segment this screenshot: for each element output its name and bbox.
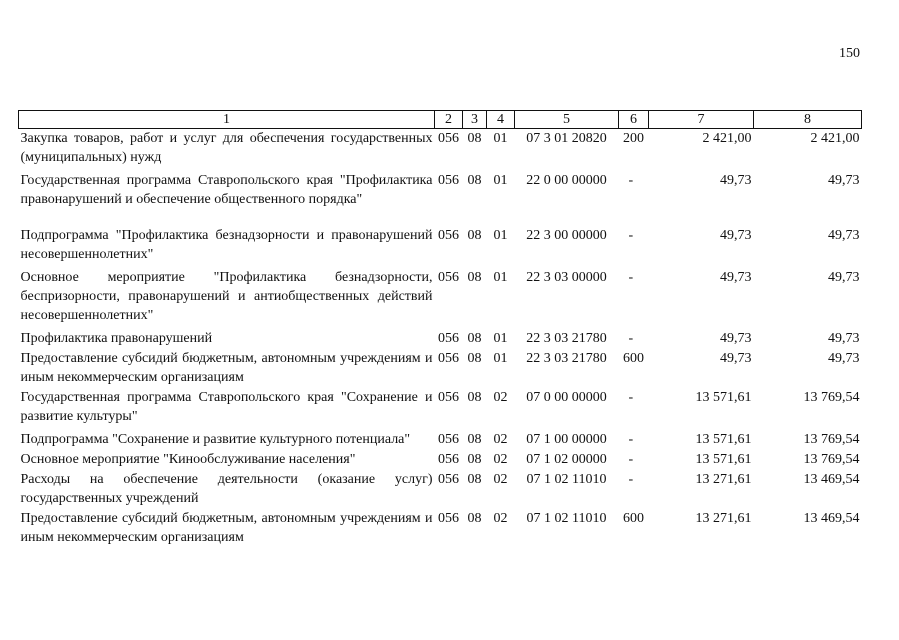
row-subsection-code: 02	[493, 390, 508, 405]
row-expense-type: -	[628, 270, 634, 285]
row-target-code: 22 3 03 21780	[526, 351, 607, 366]
row-amount-1: 13 271,61	[695, 511, 752, 526]
table-row	[19, 450, 862, 470]
row-amount-2: 13 469,54	[803, 511, 860, 526]
row-amount-1: 49,73	[720, 270, 752, 285]
row-name: Основное мероприятие "Профилактика безнадзорности, беспризорности, правонарушений и антиобщественных действий несовершеннолетних"	[20, 270, 433, 323]
row-ved-code: 056	[438, 270, 459, 285]
row-section-code: 08	[467, 131, 482, 146]
row-expense-type: 200	[623, 131, 644, 146]
row-amount-2: 49,73	[828, 351, 860, 366]
row-section-code: 08	[467, 228, 482, 243]
row-amount-1: 13 571,61	[695, 432, 752, 447]
row-name: Подпрограмма "Профилактика безнадзорности и правонарушений несовершеннолетних"	[20, 228, 433, 262]
header-cell-8: 8	[754, 111, 862, 129]
row-ved-code: 056	[438, 173, 459, 188]
header-cell-4: 4	[487, 111, 515, 129]
row-subsection-code: 02	[493, 452, 508, 467]
table-row	[19, 430, 862, 450]
row-name: Закупка товаров, работ и услуг для обеспечения государственных (муниципальных) нужд	[20, 131, 433, 165]
header-cell-2: 2	[435, 111, 463, 129]
row-section-code: 08	[467, 432, 482, 447]
row-name: Основное мероприятие "Кинообслуживание населения"	[20, 452, 356, 467]
page-number: 150	[839, 46, 860, 61]
row-expense-type: -	[628, 452, 634, 467]
row-subsection-code: 01	[493, 131, 508, 146]
row-amount-2: 2 421,00	[810, 131, 860, 146]
row-amount-2: 13 769,54	[803, 390, 860, 405]
table-header	[19, 111, 862, 129]
row-section-code: 08	[467, 452, 482, 467]
row-target-code: 07 0 00 00000	[526, 390, 607, 405]
row-target-code: 07 3 01 20820	[526, 131, 607, 146]
row-ved-code: 056	[438, 131, 459, 146]
row-amount-2: 49,73	[828, 331, 860, 346]
budget-table	[18, 110, 862, 548]
row-ved-code: 056	[438, 511, 459, 526]
row-expense-type: 600	[623, 351, 644, 366]
row-subsection-code: 01	[493, 331, 508, 346]
row-amount-1: 13 571,61	[695, 452, 752, 467]
header-cell-7: 7	[649, 111, 754, 129]
row-subsection-code: 01	[493, 270, 508, 285]
row-subsection-code: 02	[493, 432, 508, 447]
table-row	[19, 329, 862, 349]
table-row	[19, 129, 862, 172]
row-subsection-code: 01	[493, 228, 508, 243]
row-amount-2: 49,73	[828, 228, 860, 243]
row-target-code: 22 0 00 00000	[526, 173, 607, 188]
row-name: Предоставление субсидий бюджетным, автономным учреждениям и иным некоммерческим организациям	[20, 511, 433, 545]
row-name: Профилактика правонарушений	[20, 331, 213, 346]
row-section-code: 08	[467, 331, 482, 346]
row-target-code: 22 3 03 00000	[526, 270, 607, 285]
row-ved-code: 056	[438, 432, 459, 447]
table-body	[19, 129, 862, 549]
row-target-code: 22 3 03 21780	[526, 331, 607, 346]
header-row	[19, 111, 862, 129]
row-amount-1: 13 271,61	[695, 472, 752, 487]
row-expense-type: 600	[623, 511, 644, 526]
row-section-code: 08	[467, 173, 482, 188]
row-amount-1: 49,73	[720, 173, 752, 188]
header-cell-5: 5	[515, 111, 619, 129]
row-section-code: 08	[467, 511, 482, 526]
row-expense-type: -	[628, 331, 634, 346]
row-subsection-code: 01	[493, 351, 508, 366]
row-name: Государственная программа Ставропольского края "Профилактика правонарушений и обеспечение общественного порядка"	[20, 173, 433, 207]
row-expense-type: -	[628, 472, 634, 487]
row-expense-type: -	[628, 432, 634, 447]
table-row	[19, 470, 862, 509]
row-amount-1: 49,73	[720, 331, 752, 346]
row-subsection-code: 02	[493, 472, 508, 487]
row-amount-2: 13 769,54	[803, 432, 860, 447]
row-target-code: 07 1 00 00000	[526, 432, 607, 447]
row-amount-1: 49,73	[720, 228, 752, 243]
row-expense-type: -	[628, 390, 634, 405]
table-row	[19, 268, 862, 329]
row-ved-code: 056	[438, 472, 459, 487]
header-cell-3: 3	[463, 111, 487, 129]
row-expense-type: -	[628, 173, 634, 188]
row-amount-2: 13 769,54	[803, 452, 860, 467]
table-row	[19, 349, 862, 388]
table-row	[19, 388, 862, 430]
row-ved-code: 056	[438, 390, 459, 405]
row-target-code: 07 1 02 00000	[526, 452, 607, 467]
row-amount-1: 13 571,61	[695, 390, 752, 405]
row-subsection-code: 01	[493, 173, 508, 188]
row-amount-1: 49,73	[720, 351, 752, 366]
row-amount-1: 2 421,00	[702, 131, 752, 146]
row-subsection-code: 02	[493, 511, 508, 526]
row-amount-2: 49,73	[828, 173, 860, 188]
row-amount-2: 49,73	[828, 270, 860, 285]
row-target-code: 22 3 00 00000	[526, 228, 607, 243]
row-ved-code: 056	[438, 452, 459, 467]
row-expense-type: -	[628, 228, 634, 243]
row-name: Предоставление субсидий бюджетным, автономным учреждениям и иным некоммерческим организациям	[20, 351, 433, 385]
row-ved-code: 056	[438, 331, 459, 346]
row-ved-code: 056	[438, 228, 459, 243]
header-cell-6: 6	[619, 111, 649, 129]
row-name: Подпрограмма "Сохранение и развитие культурного потенциала"	[20, 432, 411, 447]
row-target-code: 07 1 02 11010	[526, 472, 607, 487]
row-amount-2: 13 469,54	[803, 472, 860, 487]
row-name: Государственная программа Ставропольского края "Сохранение и развитие культуры"	[20, 390, 433, 424]
row-section-code: 08	[467, 390, 482, 405]
table-row	[19, 509, 862, 548]
table-row	[19, 226, 862, 268]
row-target-code: 07 1 02 11010	[526, 511, 607, 526]
row-section-code: 08	[467, 351, 482, 366]
row-section-code: 08	[467, 270, 482, 285]
row-name: Расходы на обеспечение деятельности (оказание услуг) государственных учреждений	[20, 472, 433, 506]
row-ved-code: 056	[438, 351, 459, 366]
header-cell-1: 1	[19, 111, 435, 129]
table-row	[19, 171, 862, 226]
row-section-code: 08	[467, 472, 482, 487]
